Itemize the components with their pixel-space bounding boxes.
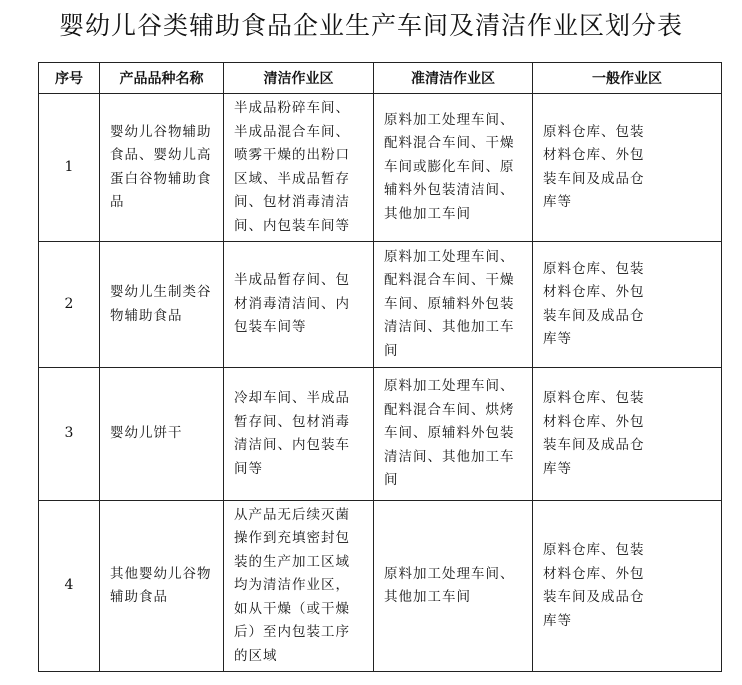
cell-line: 间、包材消毒清洁 <box>234 194 350 210</box>
header-row <box>39 63 722 94</box>
product-cell <box>100 94 224 242</box>
header-product: 产品品种名称 <box>100 63 224 94</box>
cell-line: 原料仓库、包装 <box>543 542 645 558</box>
cell-line: 原料加工处理车间、 <box>384 565 515 582</box>
cell-line: 配料混合车间、烘烤 <box>384 401 515 418</box>
cell-line: 辅料外包装清洁间、 <box>384 182 515 199</box>
cell-line: 区域、半成品暂存 <box>234 170 350 187</box>
cell-line: 装车间及成品仓 <box>543 589 645 605</box>
cell-line: 材料仓库、外包 <box>543 147 645 163</box>
cell-line: 其他加工车间 <box>384 205 471 222</box>
cell-line: 半成品粉碎车间、 <box>234 100 350 116</box>
row-number: 2 <box>39 242 100 368</box>
cell-line: 原料仓库、包装 <box>543 390 645 406</box>
cell-line: 其他加工车间 <box>384 589 471 605</box>
cell-line: 车间、原辅料外包装 <box>384 295 515 312</box>
semi-clean-zone-cell <box>374 368 533 501</box>
cell-line: 半成品暂存间、包 <box>234 272 350 289</box>
cell-line: 库等 <box>543 460 572 477</box>
header-clean-zone: 清洁作业区 <box>224 63 374 94</box>
general-zone-cell <box>533 94 722 242</box>
row-number: 4 <box>39 501 100 672</box>
cell-line: 原料仓库、包装 <box>543 123 645 140</box>
cell-line: 间、内包装车间等 <box>234 217 350 234</box>
semi-clean-zone-cell <box>374 501 533 672</box>
table-row <box>39 242 722 368</box>
cell-line: 从产品无后续灭菌 <box>234 506 350 523</box>
cell-line: 婴幼儿谷物辅助 <box>110 123 212 140</box>
cell-line: 婴幼儿饼干 <box>110 425 183 442</box>
cell-line: 装车间及成品仓 <box>543 307 645 324</box>
cell-line: 操作到充填密封包 <box>234 530 350 547</box>
cell-line: 间 <box>384 472 399 489</box>
cell-line: 原料加工处理车间、 <box>384 111 515 128</box>
cell-line: 原料加工处理车间、 <box>384 248 515 265</box>
cell-line: 清洁间、其他加工车 <box>384 319 515 336</box>
cell-line: 配料混合车间、干燥 <box>384 135 515 152</box>
general-zone-cell <box>533 368 722 501</box>
cell-line: 如从干燥（或干燥 <box>234 600 350 617</box>
product-cell <box>100 242 224 368</box>
header-no: 序号 <box>39 63 100 94</box>
cell-line: 配料混合车间、干燥 <box>384 272 515 289</box>
zone-table <box>38 62 722 672</box>
table-row <box>39 501 722 672</box>
page-title: 婴幼儿谷类辅助食品企业生产车间及清洁作业区划分表 <box>58 11 683 40</box>
cell-line: 辅助食品 <box>110 589 168 605</box>
cell-line: 库等 <box>543 194 572 210</box>
clean-zone-cell <box>224 501 374 672</box>
cell-line: 婴幼儿生制类谷 <box>110 284 212 300</box>
clean-zone-cell <box>224 368 374 501</box>
general-zone-cell <box>533 242 722 368</box>
cell-line: 装车间及成品仓 <box>543 437 645 453</box>
cell-line: 材料仓库、外包 <box>543 565 645 582</box>
product-cell <box>100 368 224 501</box>
header-semi-clean-zone: 准清洁作业区 <box>374 63 533 94</box>
cell-line: 物辅助食品 <box>110 307 183 324</box>
cell-line: 食品、婴幼儿高 <box>110 147 212 163</box>
cell-line: 装车间及成品仓 <box>543 170 645 187</box>
cell-line: 车间、原辅料外包装 <box>384 425 515 442</box>
cell-line: 装的生产加工区域 <box>234 553 350 570</box>
product-cell <box>100 501 224 672</box>
clean-zone-cell <box>224 242 374 368</box>
cell-line: 材料仓库、外包 <box>543 413 645 430</box>
cell-line: 其他婴幼儿谷物 <box>110 565 212 582</box>
cell-line: 的区域 <box>234 647 278 664</box>
cell-line: 均为清洁作业区， <box>234 577 350 594</box>
general-zone-cell <box>533 501 722 672</box>
cell-line: 库等 <box>543 331 572 347</box>
cell-line: 喷雾干燥的出粉口 <box>234 147 350 163</box>
cell-line: 暂存间、包材消毒 <box>234 413 350 430</box>
semi-clean-zone-cell <box>374 242 533 368</box>
cell-line: 间 <box>384 342 399 359</box>
semi-clean-zone-cell <box>374 94 533 242</box>
cell-line: 冷却车间、半成品 <box>234 390 350 406</box>
cell-line: 蛋白谷物辅助食 <box>110 170 212 187</box>
cell-line: 库等 <box>543 612 572 629</box>
cell-line: 包装车间等 <box>234 319 307 336</box>
cell-line: 后）至内包装工序 <box>234 624 350 641</box>
table-row <box>39 94 722 242</box>
cell-line: 间等 <box>234 460 263 477</box>
cell-line: 车间或膨化车间、原 <box>384 158 515 175</box>
cell-line: 清洁间、其他加工车 <box>384 448 515 465</box>
cell-line: 原料加工处理车间、 <box>384 378 515 395</box>
cell-line: 品 <box>110 194 125 210</box>
cell-line: 半成品混合车间、 <box>234 123 350 140</box>
row-number: 3 <box>39 368 100 501</box>
table-row <box>39 368 722 501</box>
cell-line: 材消毒清洁间、内 <box>234 295 350 312</box>
cell-line: 原料仓库、包装 <box>543 260 645 277</box>
cell-line: 清洁间、内包装车 <box>234 437 350 453</box>
clean-zone-cell <box>224 94 374 242</box>
cell-line: 材料仓库、外包 <box>543 284 645 300</box>
header-general-zone: 一般作业区 <box>533 63 722 94</box>
row-number: 1 <box>39 94 100 242</box>
